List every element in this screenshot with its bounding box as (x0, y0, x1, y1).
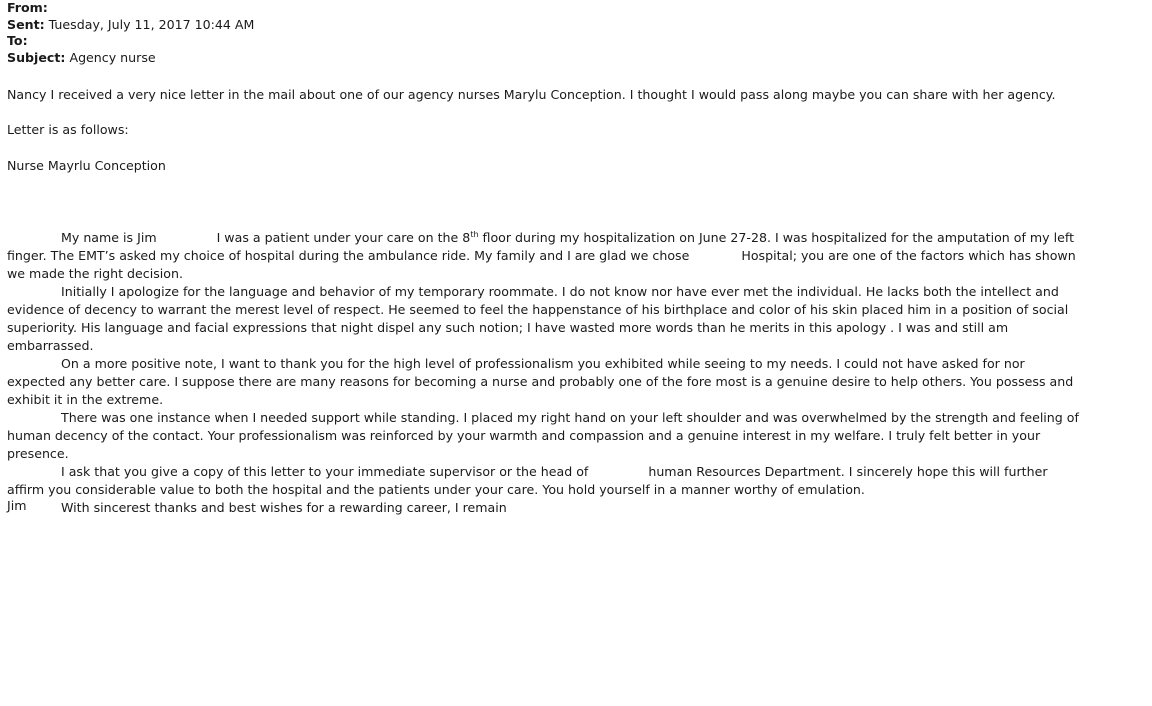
p1-part-a: My name is Jim (61, 230, 157, 245)
letter-paragraph-5 (7, 463, 1087, 499)
p1-part-b: I was a patient under your care on the 8 (216, 230, 471, 245)
letter-salutation: Nurse Mayrlu Conception (7, 158, 166, 173)
sent-value: Tuesday, July 11, 2017 10:44 AM (48, 16, 255, 32)
letter-paragraph-3: On a more positive note, I want to thank you for the high level of professionalism you exhibited while seeing to my needs. I could not have asked for nor expected any better care. I suppose there are many reasons for becoming a nurse and probably one of the fore most is a genuine desire to help others. You possess and exhibit it in the extreme. (7, 356, 1074, 407)
letter-paragraph-1 (7, 229, 1087, 283)
from-line (7, 0, 1145, 17)
to-line (7, 33, 1145, 50)
letter-paragraph-4: There was one instance when I needed support while standing. I placed my right hand on your left shoulder and was overwhelmed by the strength and feeling of human decency of the contact. Your professionalism was reinforced by your warmth and compassion and a genuine interest in my welfare. I truly felt better in your presence. (7, 410, 1079, 461)
from-label: From: (7, 0, 48, 15)
sent-label: Sent: (7, 16, 45, 32)
p1-part-c: floor during my hospitalization on June 27-28. I was hospitalized for the amputation of my left finger. The EMT’s asked my choice of hospital during the ambulance ride. My family and I are glad we chose (7, 230, 1075, 263)
p1-part-d: Hospital; you are one of the factors which has shown we made the right decision. (7, 248, 1076, 281)
p5-part-a: I ask that you give a copy of this letter to your immediate supervisor or the head of (61, 464, 589, 479)
p1-superscript: th (470, 229, 479, 239)
letter-paragraph-2: Initially I apologize for the language and behavior of my temporary roommate. I do not know nor have ever met the individual. He lacks both the intellect and evidence of decency to warrant the merest level of respect. He seemed to feel the happenstance of his birthplace and color of his skin placed him in a position of social superiority. His language and facial expressions that night dispel any such notion; I have wasted more words than he merits in this apology . I was and still am embarrassed. (7, 284, 1069, 353)
subject-line (7, 50, 1145, 67)
letter-paragraph-6: With sincerest thanks and best wishes for a rewarding career, I remain (61, 500, 507, 515)
subject-value: Agency nurse (69, 49, 156, 65)
email-header (7, 0, 1145, 66)
subject-label: Subject: (7, 49, 66, 65)
letter-body (7, 229, 1087, 517)
email-document (7, 0, 1145, 515)
to-label: To: (7, 33, 28, 48)
letter-intro: Letter is as follows: (7, 122, 129, 137)
intro-paragraph: Nancy I received a very nice letter in the mail about one of our agency nurses Marylu Conception. I thought I would pass along maybe you can share with her agency. (7, 87, 1056, 102)
letter-signature: Jim (7, 498, 27, 513)
sent-line (7, 17, 1145, 34)
p5-part-b: human Resources Department. I sincerely hope this will further affirm you considerable value to both the hospital and the patients under your care. You hold yourself in a manner worthy of emulation. (7, 464, 1048, 497)
